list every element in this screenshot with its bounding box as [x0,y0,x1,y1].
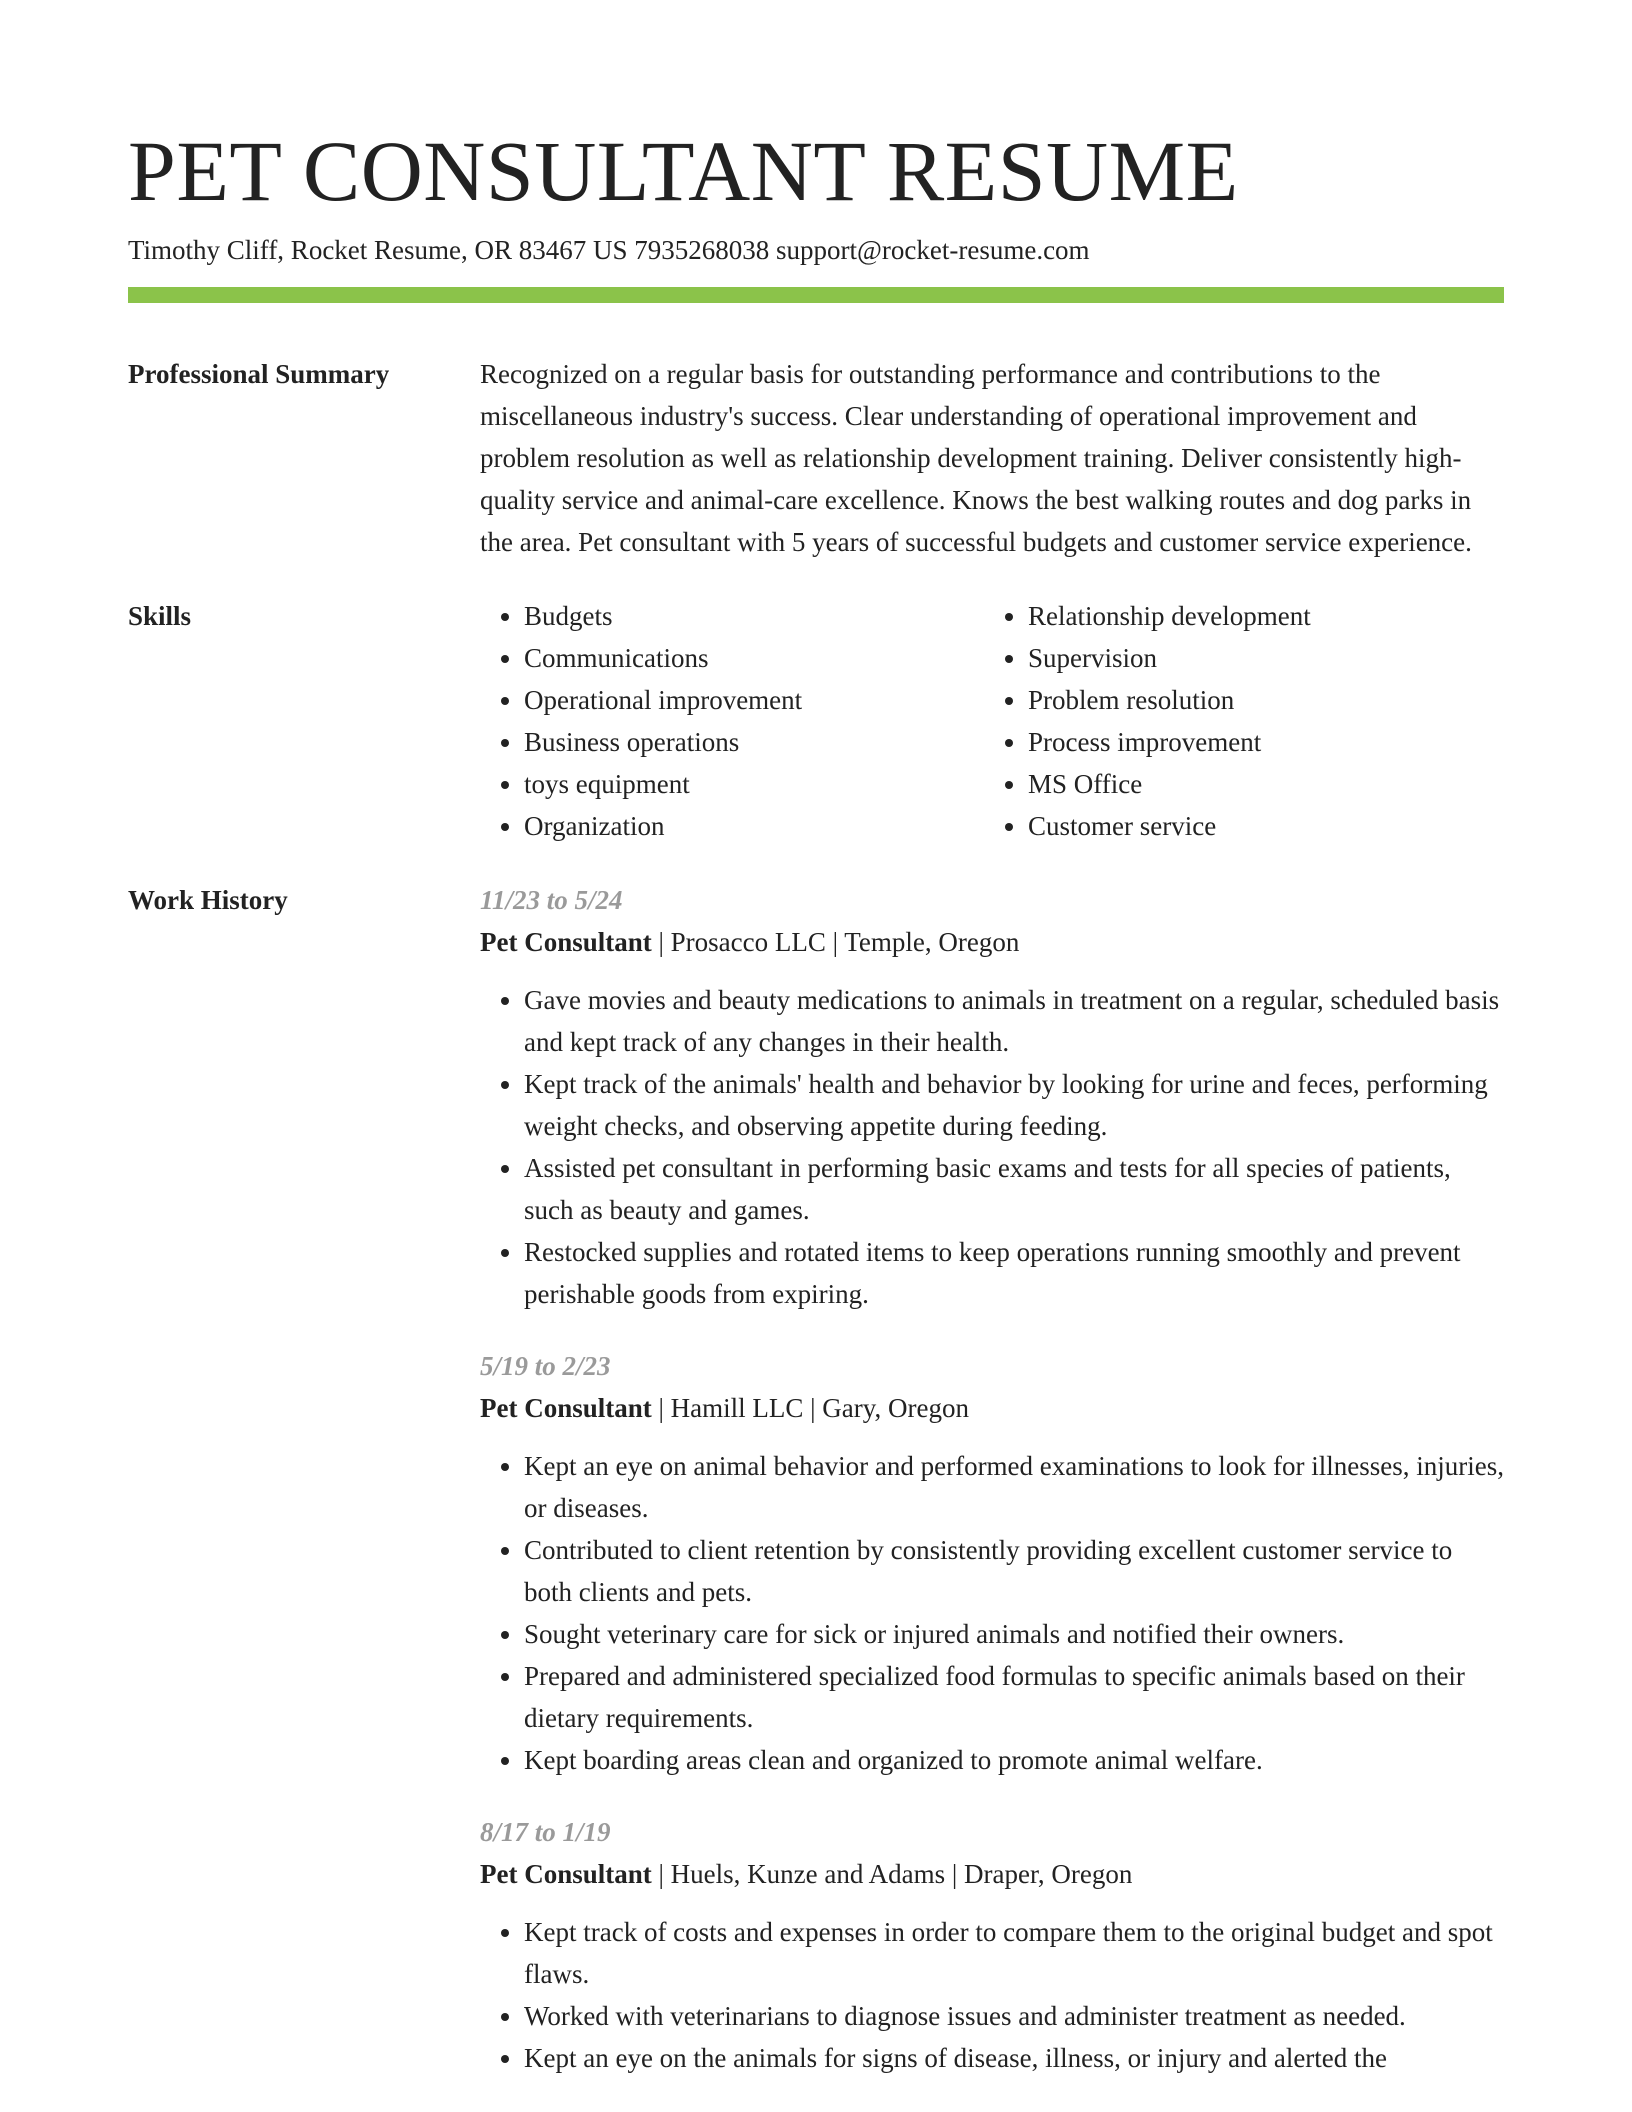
job-details: | Hamill LLC | Gary, Oregon [651,1393,970,1423]
contact-line: Timothy Cliff, Rocket Resume, OR 83467 US 7935268038 support@rocket-resume.com [128,235,1090,265]
job-bullet: • Prepared and administered specialized food formulas to specific animals based on their dietary requirements. [524,1655,1504,1739]
job-role: Pet Consultant [480,1859,652,1889]
job-bullets [480,1445,1504,1781]
summary-text: Recognized on a regular basis for outstanding performance and contributions to the miscellaneous industry's success. Clear understanding of operational improvement and problem resolution as well as relationship development training. Deliver consistently high-quality service and animal-care excellence. Knows the best walking routes and dog parks in the area. Pet consultant with 5 years of successful budgets and customer service experience. [480,359,1472,557]
summary-body [480,353,1504,563]
job-role: Pet Consultant [480,927,652,957]
skill-item: • Business operations [524,721,984,763]
skill-item: • Supervision [1028,637,1488,679]
skills-list-right [984,595,1488,847]
job-bullet: • Gave movies and beauty medications to animals in treatment on a regular, scheduled basis and kept track of any changes in their health. [524,979,1504,1063]
job-bullet: • Restocked supplies and rotated items to keep operations running smoothly and prevent perishable goods from expiring. [524,1231,1504,1315]
job-role: Pet Consultant [480,1393,652,1423]
resume-page [128,0,1504,2079]
skills-section [128,595,1504,847]
work-history-section [128,879,1504,2079]
job-heading [480,1853,1504,1895]
skill-item: • Process improvement [1028,721,1488,763]
skill-item: • Customer service [1028,805,1488,847]
job-bullet: • Kept track of costs and expenses in order to compare them to the original budget and spot flaws. [524,1911,1504,1995]
job-bullet: • Kept boarding areas clean and organized to promote animal welfare. [524,1739,1504,1781]
job-entry [480,879,1504,1315]
accent-divider [128,287,1504,303]
job-bullet: • Assisted pet consultant in performing basic exams and tests for all species of patients, such as beauty and games. [524,1147,1504,1231]
job-dates: 5/19 to 2/23 [480,1351,611,1381]
section-label-summary: Professional Summary [128,359,390,389]
job-dates: 11/23 to 5/24 [480,885,623,915]
job-entry [480,1811,1504,2079]
skills-list-left [480,595,984,847]
job-bullets [480,979,1504,1315]
job-bullet: • Kept an eye on the animals for signs of disease, illness, or injury and alerted the [524,2037,1504,2079]
job-bullet: • Contributed to client retention by consistently providing excellent customer service to both clients and pets. [524,1529,1504,1613]
skill-item: • Relationship development [1028,595,1488,637]
skill-item: • toys equipment [524,763,984,805]
skill-item: • Problem resolution [1028,679,1488,721]
job-details: | Huels, Kunze and Adams | Draper, Oregon [651,1859,1133,1889]
job-bullet: • Kept an eye on animal behavior and performed examinations to look for illnesses, injuries, or diseases. [524,1445,1504,1529]
skill-item: • Operational improvement [524,679,984,721]
skill-item: • Organization [524,805,984,847]
job-entry [480,1345,1504,1781]
work-body [480,879,1504,2079]
skills-body [480,595,1504,847]
professional-summary-section [128,353,1504,563]
skill-item: • Communications [524,637,984,679]
job-bullets [480,1911,1504,2079]
job-bullet: • Sought veterinary care for sick or injured animals and notified their owners. [524,1613,1504,1655]
job-bullet: • Kept track of the animals' health and behavior by looking for urine and feces, performing weight checks, and observing appetite during feeding. [524,1063,1504,1147]
skill-item: • MS Office [1028,763,1488,805]
job-heading [480,921,1504,963]
skills-grid [480,595,1504,847]
skill-item: • Budgets [524,595,984,637]
job-bullet: • Worked with veterinarians to diagnose issues and administer treatment as needed. [524,1995,1504,2037]
resume-title: PET CONSULTANT RESUME [128,123,1239,219]
section-label-skills: Skills [128,601,192,631]
job-details: | Prosacco LLC | Temple, Oregon [651,927,1020,957]
job-heading [480,1387,1504,1429]
job-dates: 8/17 to 1/19 [480,1817,611,1847]
section-label-work: Work History [128,885,288,915]
